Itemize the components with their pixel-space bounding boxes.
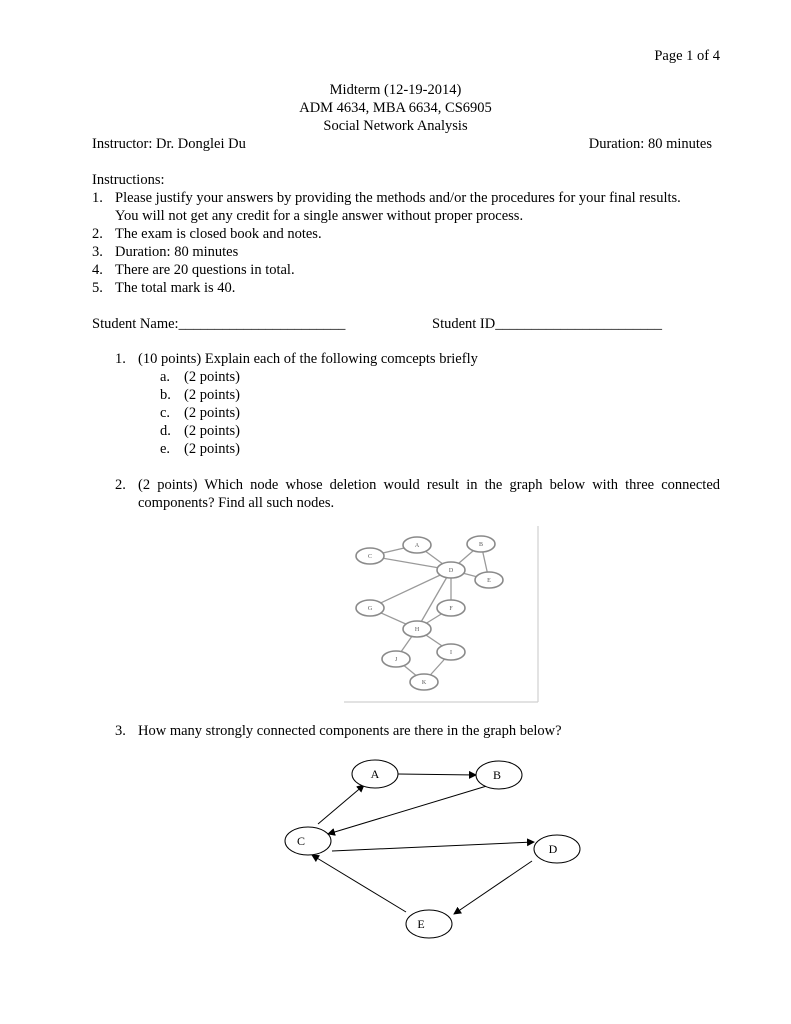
instruction-text: The total mark is 40. [115, 280, 236, 296]
subitem-letter: c. [160, 405, 171, 421]
instruction-number: 3. [92, 244, 103, 260]
graph1-node-a: A [414, 543, 420, 549]
graph1-node-e: E [487, 578, 491, 584]
instruction-text: There are 20 questions in total. [115, 262, 295, 278]
question-text: How many strongly connected components are there in the graph below? [138, 723, 562, 739]
instruction-text: Duration: 80 minutes [115, 244, 239, 260]
graph2-node-e: E [417, 917, 425, 931]
graph1-node-h: H [414, 627, 420, 633]
graph1-node-b: B [478, 542, 484, 548]
student-id-field: Student ID_______________________ [432, 316, 662, 332]
subitem-letter: a. [160, 369, 171, 385]
instructor: Instructor: Dr. Donglei Du [92, 136, 246, 152]
instruction-number: 1. [92, 190, 103, 206]
question-number: 3. [115, 723, 126, 739]
student-name-field: Student Name:_______________________ [92, 316, 346, 332]
exam-title: Midterm (12-19-2014) [329, 82, 462, 98]
graph1-node-c: C [367, 554, 373, 560]
edge-e-c [312, 855, 406, 912]
graph2-node-a: A [370, 767, 380, 781]
undirected-graph-figure [340, 524, 542, 706]
graph1-node-i: I [450, 650, 452, 656]
question-text: (10 points) Explain each of the following comcepts briefly [138, 351, 478, 367]
subitem-points: (2 points) [184, 423, 240, 439]
graph2-node-b: B [492, 768, 502, 782]
edge-b-c [328, 785, 490, 834]
course-codes: ADM 4634, MBA 6634, CS6905 [299, 100, 492, 116]
graph1-node-d: D [448, 568, 454, 574]
edge-a-b [398, 774, 476, 775]
question-text: (2 points) Which node whose deletion would result in the graph below with three connected [138, 477, 720, 493]
graph2-node-d: D [548, 842, 558, 856]
page-number: Page 1 of 4 [654, 48, 720, 64]
graph1-node-f: F [449, 606, 453, 612]
instruction-number: 4. [92, 262, 103, 278]
instruction-number: 2. [92, 226, 103, 242]
edge-d-h [417, 570, 451, 629]
subitem-points: (2 points) [184, 441, 240, 457]
subitem-letter: e. [160, 441, 171, 457]
graph1-node-j: J [394, 657, 398, 663]
subitem-letter: b. [160, 387, 171, 403]
instructions-heading: Instructions: [92, 172, 165, 188]
graph1-node-g: G [367, 606, 373, 612]
subitem-points: (2 points) [184, 369, 240, 385]
graph2-node-c: C [296, 834, 306, 848]
question-number: 1. [115, 351, 126, 367]
subitem-letter: d. [160, 423, 171, 439]
edge-c-d [332, 842, 534, 851]
instruction-text: Please justify your answers by providing the methods and/or the procedures for your final results. [115, 190, 681, 206]
directed-graph-figure [270, 750, 600, 950]
instruction-number: 5. [92, 280, 103, 296]
graph1-node-k: K [421, 680, 427, 686]
edge-d-g [370, 570, 451, 608]
question-text-continued: components? Find all such nodes. [138, 495, 335, 511]
subitem-points: (2 points) [184, 387, 240, 403]
edge-c-a [318, 785, 364, 824]
instruction-text-continued: You will not get any credit for a single answer without proper process. [115, 208, 524, 224]
question-number: 2. [115, 477, 126, 493]
subitem-points: (2 points) [184, 405, 240, 421]
duration: Duration: 80 minutes [588, 136, 712, 152]
instruction-text: The exam is closed book and notes. [115, 226, 322, 242]
edge-d-e [454, 861, 532, 914]
course-name: Social Network Analysis [323, 118, 468, 134]
